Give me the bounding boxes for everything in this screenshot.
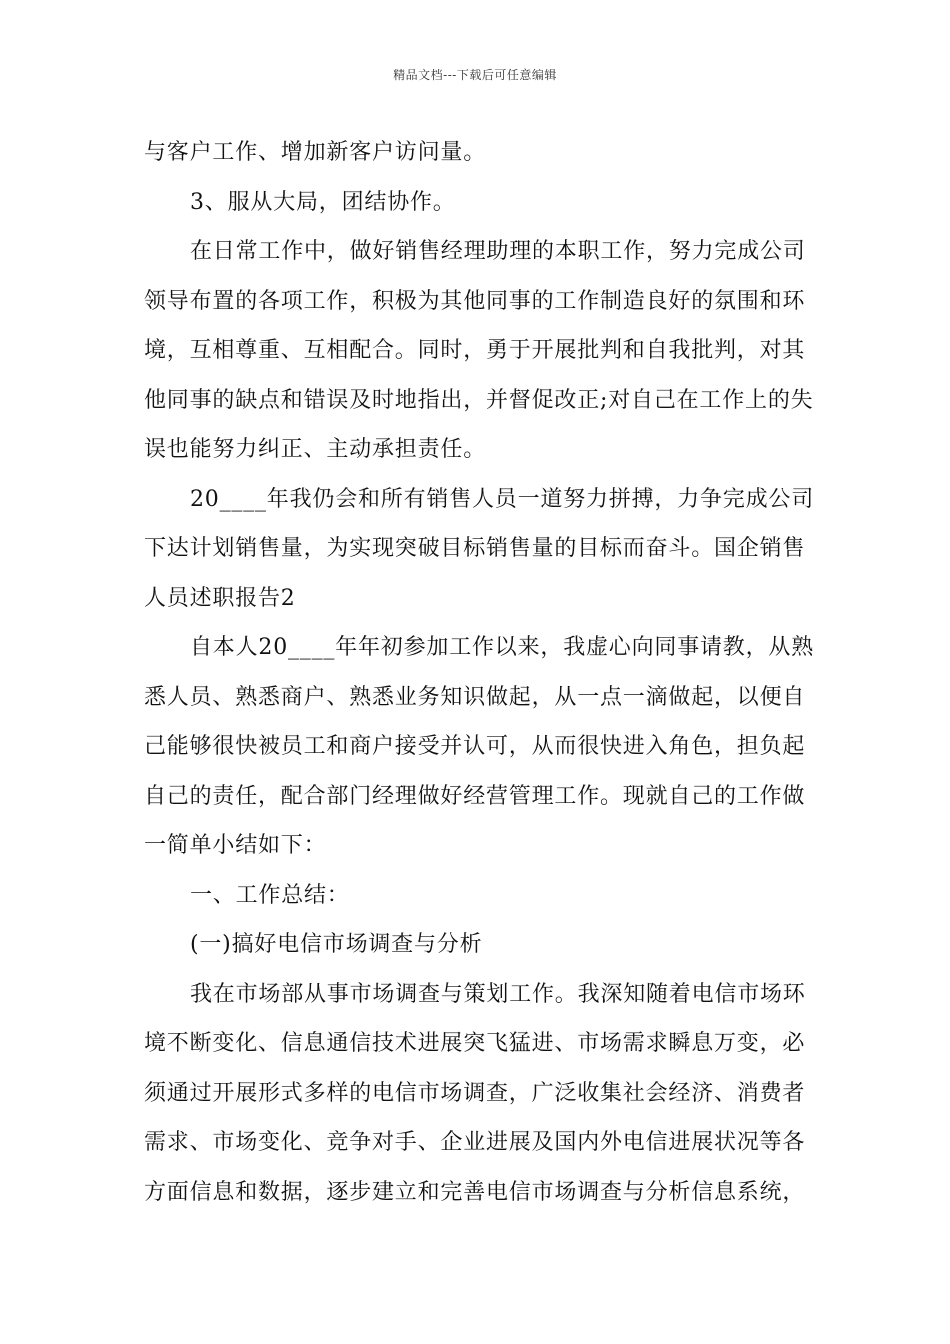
text-line: (一)搞好电信市场调查与分析 [190, 932, 483, 957]
text-line: 己能够很快被员工和商户接受并认可，从而很快进入角色，担负起 [144, 734, 806, 759]
text-line: 方面信息和数据，逐步建立和完善电信市场调查与分析信息系统， [144, 1179, 806, 1205]
text-line: 悉人员、熟悉商户、熟悉业务知识做起，从一点一滴做起，以便自 [144, 684, 806, 710]
text-line: 境，互相尊重、互相配合。同时，勇于开展批判和自我批判，对其 [144, 338, 806, 363]
text-line: 需求、市场变化、竞争对手、企业进展及国内外电信进展状况等各 [144, 1130, 806, 1155]
text-line: 境不断变化、信息通信技术进展突飞猛进、市场需求瞬息万变，必 [144, 1031, 806, 1056]
text-line: 自本人20____年年初参加工作以来，我虚心向同事请教，从熟 [190, 635, 814, 660]
text-line: 一、工作总结： [190, 882, 350, 908]
text-line: 误也能努力纠正、主动承担责任。 [144, 437, 487, 462]
text-line: 在日常工作中，做好销售经理助理的本职工作，努力完成公司 [190, 239, 806, 264]
text-line: 自己的责任，配合部门经理做好经营管理工作。现就自己的工作做 [144, 783, 806, 809]
text-line: 与客户工作、增加新客户访问量。 [144, 140, 487, 165]
text-line: 须通过开展形式多样的电信市场调查，广泛收集社会经济、消费者 [144, 1080, 806, 1106]
text-line: 人员述职报告2 [144, 585, 296, 611]
text-line: 3、服从大局，团结协作。 [190, 189, 456, 215]
page-header: 精品文档---下载后可任意编辑 [393, 68, 557, 82]
document-body [144, 128, 814, 1217]
text-line: 他同事的缺点和错误及时地指出，并督促改正;对自己在工作上的失 [144, 387, 814, 413]
text-line: 领导布置的各项工作，积极为其他同事的工作制造良好的氛围和环 [144, 288, 806, 314]
text-line: 一简单小结如下： [144, 833, 327, 858]
text-line: 下达计划销售量，为实现突破目标销售量的目标而奋斗。国企销售 [144, 536, 806, 561]
text-line: 20____年我仍会和所有销售人员一道努力拼搏，力争完成公司 [190, 486, 814, 512]
text-line: 我在市场部从事市场调查与策划工作。我深知随着电信市场环 [190, 981, 806, 1007]
